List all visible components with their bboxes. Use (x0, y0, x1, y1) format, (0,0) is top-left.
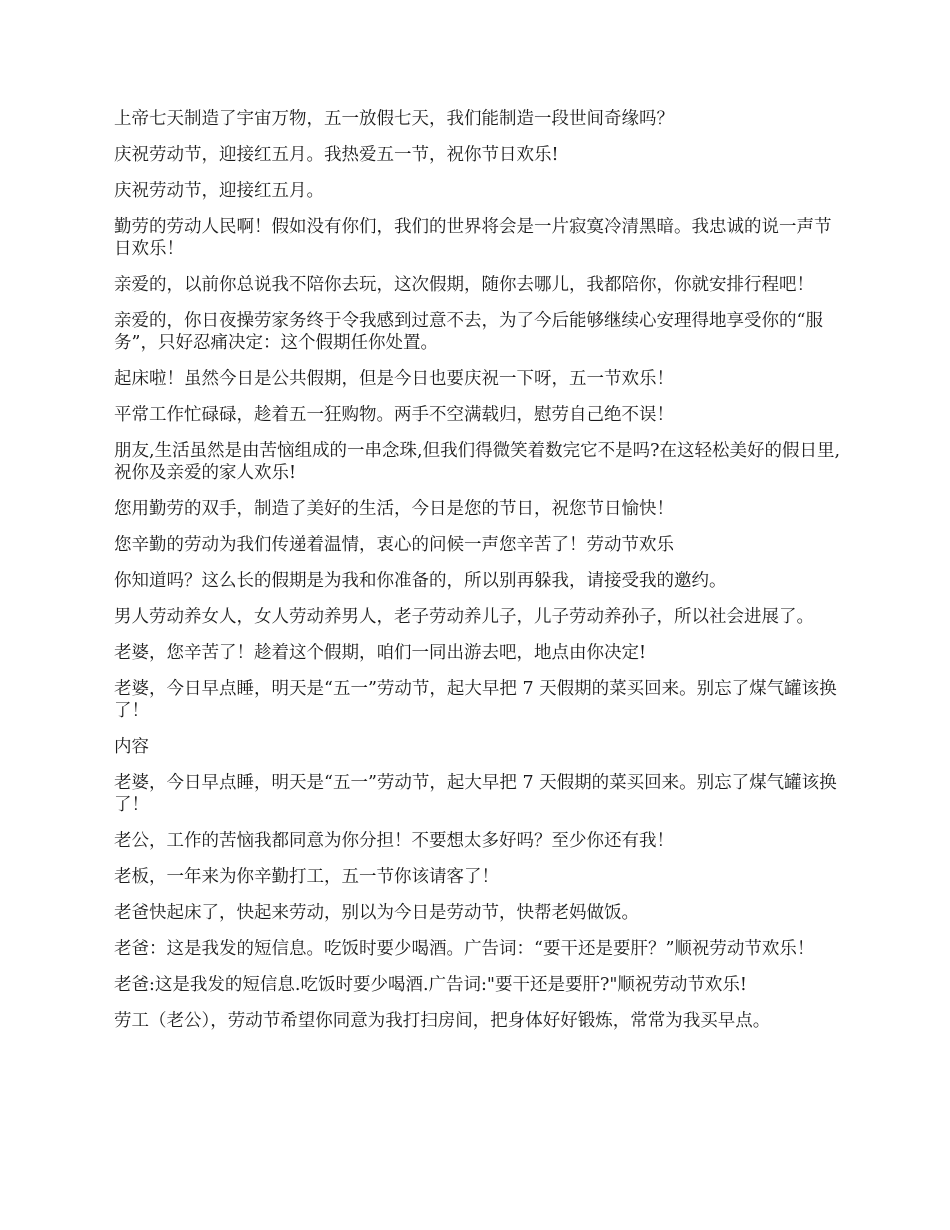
paragraph-4: 勤劳的劳动人民啊！假如没有你们，我们的世界将会是一片寂寞冷清黑暗。我忠诚的说一声节日欢乐！ (114, 217, 832, 259)
paragraph-16: 内容 (114, 737, 149, 757)
paragraph-17: 老婆，今日早点睡，明天是“五一”劳动节，起大早把 7 天假期的菜买回来。别忘了煤气罐该换了！ (114, 773, 837, 815)
paragraph-19: 老板，一年来为你辛勤打工，五一节你该请客了！ (114, 867, 499, 887)
paragraph-1: 上帝七天制造了宇宙万物，五一放假七天，我们能制造一段世间奇缘吗？ (114, 109, 674, 129)
document-body (114, 108, 844, 1046)
paragraph-21: 老爸：这是我发的短信息。吃饭时要少喝酒。广告词：“要干还是要肝？”顺祝劳动节欢乐！ (114, 939, 815, 959)
paragraph-7: 起床啦！虽然今日是公共假期，但是今日也要庆祝一下呀，五一节欢乐！ (114, 369, 674, 389)
paragraph-9: 朋友,生活虽然是由苦恼组成的一串念珠,但我们得微笑着数完它不是吗?在这轻松美好的假日里,祝你及亲爱的家人欢乐! (114, 441, 841, 483)
paragraph-22: 老爸:这是我发的短信息.吃饭时要少喝酒.广告词:"要干还是要肝?"顺祝劳动节欢乐! (114, 975, 747, 995)
paragraph-6: 亲爱的，你日夜操劳家务终于令我感到过意不去，为了今后能够继续心安理得地享受你的“服务”，只好忍痛决定：这个假期任你处置。 (114, 311, 823, 353)
paragraph-14: 老婆，您辛苦了！趁着这个假期，咱们一同出游去吧，地点由你决定! (114, 643, 647, 663)
paragraph-15: 老婆，今日早点睡，明天是“五一”劳动节，起大早把 7 天假期的菜买回来。别忘了煤气罐该换了！ (114, 679, 837, 721)
paragraph-3: 庆祝劳动节，迎接红五月。 (114, 181, 324, 201)
paragraph-11: 您辛勤的劳动为我们传递着温情，衷心的问候一声您辛苦了！劳动节欢乐 (114, 535, 674, 555)
paragraph-12: 你知道吗？这么长的假期是为我和你准备的，所以别再躲我，请接受我的邀约。 (114, 571, 727, 591)
paragraph-13: 男人劳动养女人，女人劳动养男人，老子劳动养儿子，儿子劳动养孙子，所以社会进展了。 (114, 607, 814, 627)
paragraph-20: 老爸快起床了，快起来劳动，别以为今日是劳动节，快帮老妈做饭。 (114, 903, 639, 923)
paragraph-5: 亲爱的，以前你总说我不陪你去玩，这次假期，随你去哪儿，我都陪你，你就安排行程吧！ (114, 275, 814, 295)
paragraph-23: 劳工（老公），劳动节希望你同意为我打扫房间，把身体好好锻炼，常常为我买早点。 (114, 1011, 771, 1031)
paragraph-2: 庆祝劳动节，迎接红五月。我热爱五一节，祝你节日欢乐! (114, 145, 559, 165)
paragraph-8: 平常工作忙碌碌，趁着五一狂购物。两手不空满载归，慰劳自己绝不误！ (114, 405, 674, 425)
paragraph-18: 老公，工作的苦恼我都同意为你分担！不要想太多好吗？至少你还有我！ (114, 831, 674, 851)
paragraph-10: 您用勤劳的双手，制造了美好的生活，今日是您的节日，祝您节日愉快！ (114, 499, 674, 519)
